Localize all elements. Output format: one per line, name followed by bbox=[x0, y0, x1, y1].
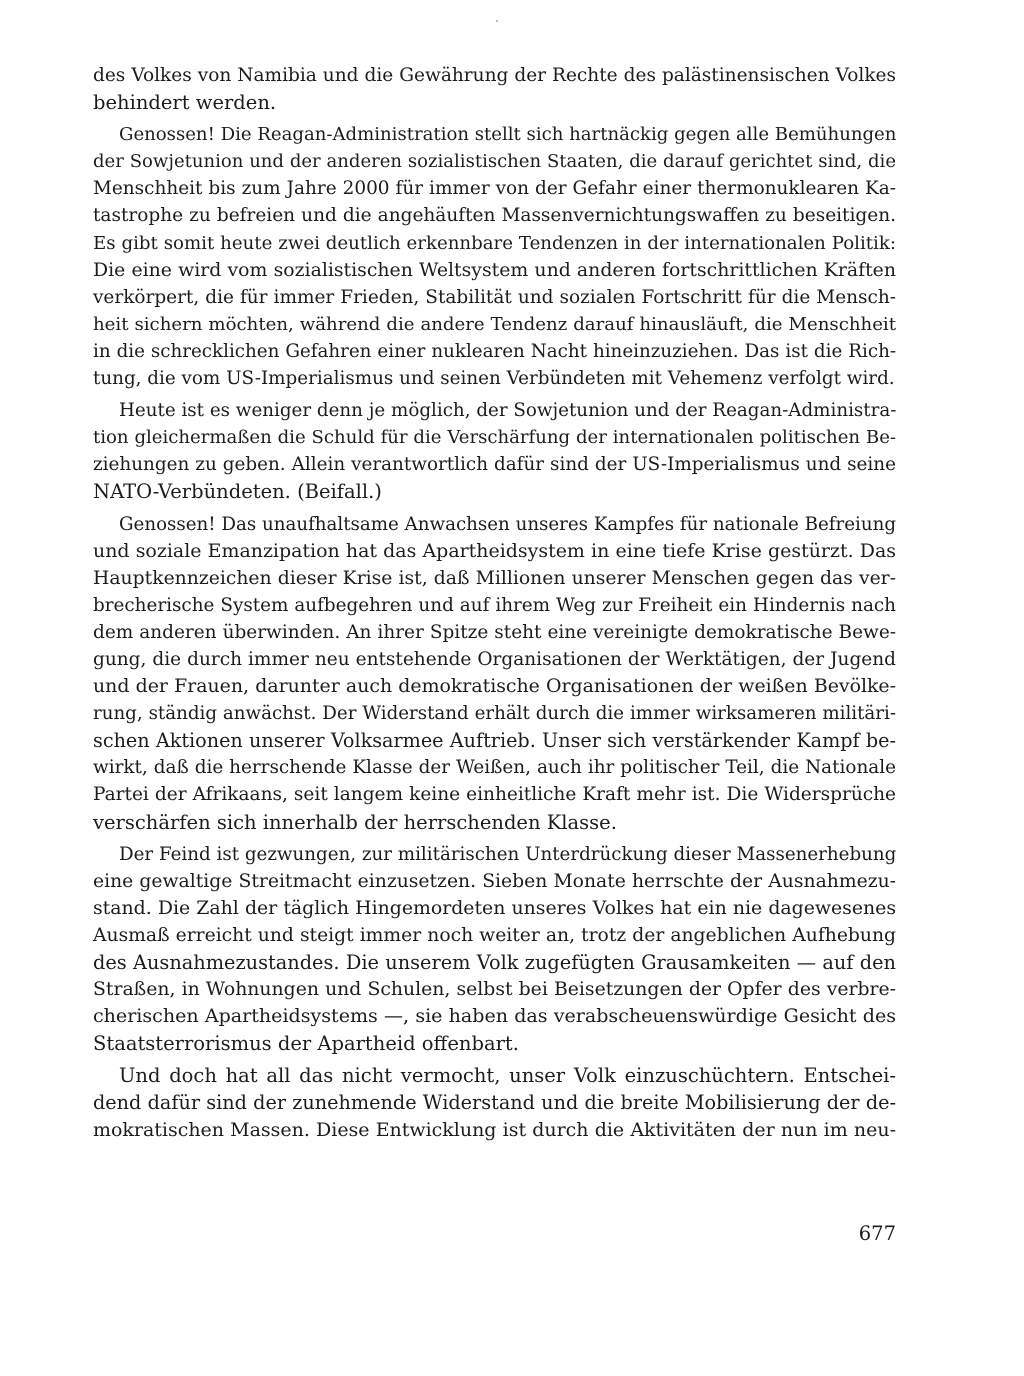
paragraph-start-line: Der Feind ist gezwungen, zur militärischen Unterdrückung dieser Massenerhebung bbox=[119, 843, 897, 865]
text-line: rung, ständig anwächst. Der Widerstand erhält durch die immer wirksameren militäri- bbox=[93, 703, 896, 725]
text-line: wirkt, daß die herrschende Klasse der Weißen, auch ihr politischer Teil, die Nationale bbox=[93, 757, 896, 779]
text-line: ziehungen zu geben. Allein verantwortlich dafür sind der US-Imperialismus und seine bbox=[93, 454, 896, 476]
text-line: behindert werden. bbox=[93, 91, 277, 115]
text-line: Ausmaß erreicht und steigt immer noch weiter an, trotz der angeblichen Aufhebung bbox=[93, 924, 896, 946]
text-line: tung, die vom US-Imperialismus und seinen Verbündeten mit Vehemenz verfolgt wird. bbox=[93, 368, 895, 390]
text-line: gung, die durch immer neu entstehende Organisationen der Werktätigen, der Jugend bbox=[93, 648, 896, 670]
text-line: des Volkes von Namibia und die Gewährung der Rechte des palästinensischen Volkes bbox=[93, 65, 896, 86]
text-line: brecherische System aufbegehren und auf ihrem Weg zur Freiheit ein Hindernis nach bbox=[93, 594, 896, 616]
text-line: dend dafür sind der zunehmende Widerstand und die breite Mobilisierung der de- bbox=[93, 1091, 896, 1115]
text-line: der Sowjetunion und der anderen sozialistischen Staaten, die darauf gerichtet sind, die bbox=[93, 151, 896, 173]
text-line: stand. Die Zahl der täglich Hingemordeten unseres Volkes hat ein nie dagewesenes bbox=[93, 896, 896, 919]
text-line: NATO-Verbündeten. (Beifall.) bbox=[93, 480, 382, 504]
text-line: Menschheit bis zum Jahre 2000 für immer von der Gefahr einer thermonuklearen Ka- bbox=[93, 178, 896, 200]
text-line: des Ausnahmezustandes. Die unserem Volk zugefügten Grausamkeiten — auf den bbox=[93, 951, 896, 974]
text-line: eine gewaltige Streitmacht einzusetzen. Sieben Monate herrschte der Ausnahmezu- bbox=[93, 870, 896, 892]
scan-mark bbox=[496, 20, 498, 22]
text-line: Staatsterrorismus der Apartheid offenbart. bbox=[93, 1032, 519, 1056]
text-line: Die eine wird vom sozialistischen Weltsystem und anderen fortschrittlichen Kräften bbox=[93, 258, 896, 281]
page-number: 677 bbox=[858, 1222, 896, 1245]
text-line: dem anderen überwinden. An ihrer Spitze steht eine vereinigte demokratische Bewe- bbox=[93, 621, 896, 643]
text-line: cherischen Apartheidsystems —, sie haben das verabscheuenswürdige Gesicht des bbox=[93, 1005, 896, 1028]
text-line: in die schrecklichen Gefahren einer nuklearen Nacht hineinzuziehen. Das ist die Rich- bbox=[93, 340, 896, 362]
text-line: schen Aktionen unserer Volksarmee Auftrieb. Unser sich verstärkender Kampf be- bbox=[93, 729, 896, 753]
text-line: verkörpert, die für immer Frieden, Stabilität und sozialen Fortschritt für die Mensch- bbox=[93, 286, 896, 308]
text-line: Partei der Afrikaans, seit langem keine einheitliche Kraft mehr ist. Die Widersprüche bbox=[93, 784, 896, 806]
text-line: verschärfen sich innerhalb der herrschenden Klasse. bbox=[93, 810, 617, 834]
text-line: heit sichern möchten, während die andere Tendenz darauf hinausläuft, die Menschheit bbox=[93, 313, 896, 335]
text-line: Es gibt somit heute zwei deutlich erkennbare Tendenzen in der internationalen Politik: bbox=[93, 232, 896, 254]
text-line: und soziale Emanzipation hat das Apartheidsystem in eine tiefe Krise gestürzt. Das bbox=[93, 539, 896, 562]
paragraph-start-line: Genossen! Die Reagan-Administration stellt sich hartnäckig gegen alle Bemühungen bbox=[119, 124, 897, 146]
paragraph-start-line: Heute ist es weniger denn je möglich, der Sowjetunion und der Reagan-Administra- bbox=[119, 400, 897, 422]
text-line: Straßen, in Wohnungen und Schulen, selbst bei Beisetzungen der Opfer des verbre- bbox=[93, 979, 896, 1001]
paragraph-start-line: Genossen! Das unaufhaltsame Anwachsen unseres Kampfes für nationale Befreiung bbox=[119, 513, 896, 535]
body-text bbox=[93, 62, 896, 1144]
paragraph-start-line: Und doch hat all das nicht vermocht, unser Volk einzuschüchtern. Entschei- bbox=[119, 1064, 896, 1088]
text-line: tastrophe zu befreien und die angehäuften Massenvernichtungswaffen zu beseitigen. bbox=[93, 205, 896, 227]
text-line: mokratischen Massen. Diese Entwicklung ist durch die Aktivitäten der nun im neu- bbox=[93, 1118, 896, 1141]
text-line: und der Frauen, darunter auch demokratische Organisationen der weißen Bevölke- bbox=[93, 675, 896, 698]
text-line: tion gleichermaßen die Schuld für die Verschärfung der internationalen politischen Be- bbox=[93, 427, 896, 449]
text-line: Hauptkennzeichen dieser Krise ist, daß Millionen unserer Menschen gegen das ver- bbox=[93, 567, 896, 589]
